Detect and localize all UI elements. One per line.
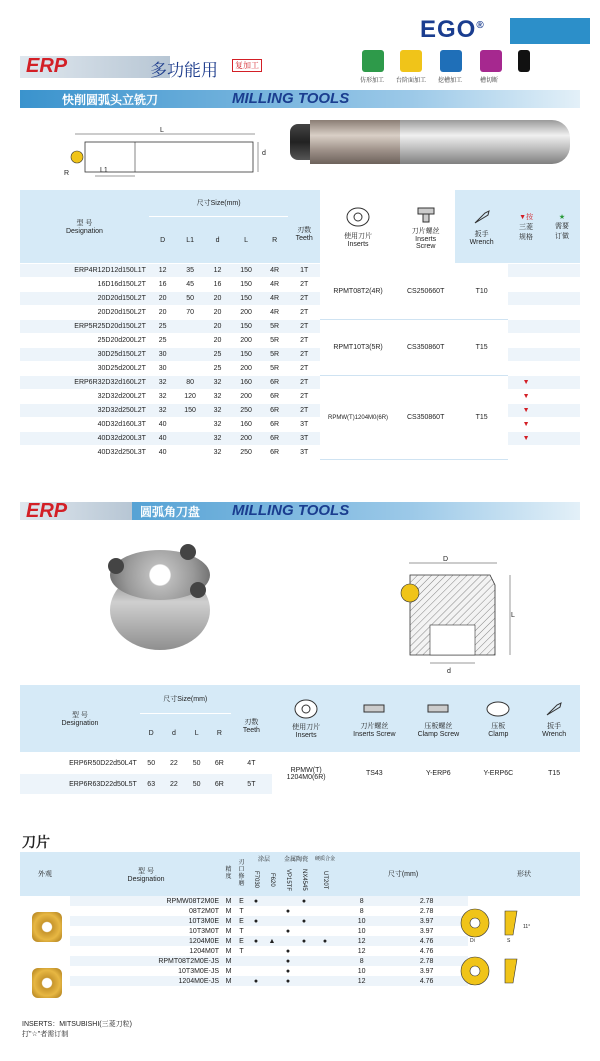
- shoulder-milling-icon: [400, 50, 422, 72]
- title-tag: 复加工: [232, 59, 262, 72]
- table-row: 1204M0T M T ● 12 4.76: [20, 946, 580, 956]
- t3-header-shape: 形状: [468, 852, 580, 896]
- mitsubishi-mark: [508, 362, 544, 376]
- dim-L2: L: [511, 612, 515, 619]
- shape-label-s: S: [507, 938, 511, 944]
- custom-mark: [544, 348, 580, 362]
- t2-header-screw: 刀片螺丝 Inserts Screw: [340, 685, 408, 753]
- table-row: ERP5R25D20d150L2T 25 20 150 5R 2T RPMT10T3(5R) CS350860T T15: [20, 320, 580, 334]
- table-row: RPMW08T2M0E M E ● ● 8 2.78: [20, 896, 580, 906]
- t2-clampscrew-cell: Y-ERP6: [408, 753, 468, 795]
- table-row: 1204M0E M E ● ▲ ● ● 12 4.76: [20, 936, 580, 946]
- header-size: 尺寸Size(mm): [149, 190, 288, 217]
- custom-mark: [544, 362, 580, 376]
- mitsubishi-mark: [508, 446, 544, 460]
- dim-D2: D: [443, 556, 449, 563]
- header-teeth: 刃数 Teeth: [288, 190, 320, 264]
- header-mitsubishi: ▼按 三菱 规格: [508, 190, 544, 264]
- page-title: 多功能用: [150, 61, 218, 80]
- mitsubishi-mark: [508, 334, 544, 348]
- col-d: d: [204, 217, 231, 264]
- t2-col-d: d: [163, 714, 186, 753]
- mitsubishi-mark: ▼: [508, 418, 544, 432]
- endmill-table-body: [20, 264, 580, 460]
- t2-insert-icon: [293, 698, 319, 720]
- t2-screw-icon: [361, 699, 387, 719]
- custom-mark: [544, 376, 580, 390]
- t2-wrench-icon: [543, 699, 565, 719]
- dim-L1: L1: [100, 167, 108, 174]
- op-label: 挖槽加工: [438, 78, 463, 84]
- custom-mark: [544, 320, 580, 334]
- t2-header-clampscrew: 压板螺丝 Clamp Screw: [408, 685, 468, 753]
- slotting-icon: [480, 50, 502, 72]
- dim-d: d: [262, 150, 266, 157]
- wrench-icon: [471, 207, 493, 227]
- t2-header-wrench: 扳手 Wrench: [528, 685, 580, 753]
- t3-header-model: 型 号 Designation: [70, 852, 222, 896]
- t2-clamp-icon: [485, 699, 511, 719]
- t2-header-teeth: 刃数 Teeth: [231, 685, 272, 753]
- table-row: 32D32d200L2T 32 120 32 200 6R 2T ▼: [20, 390, 580, 404]
- table-row: 20D20d150L2T 20 50 20 150 4R 2T: [20, 292, 580, 306]
- mitsubishi-mark: ▼: [508, 432, 544, 446]
- erp-label: ERP: [26, 55, 68, 77]
- t2-header-model: 型 号 Designation: [20, 685, 140, 753]
- col-L1: L1: [176, 217, 203, 264]
- mitsubishi-mark: [508, 278, 544, 292]
- t2-clampscrew-icon: [425, 699, 451, 719]
- table-row: 08T2M0T M T ● 8 2.78: [20, 906, 580, 916]
- group-wrench-cell: T15: [455, 320, 508, 376]
- group-insert-cell: RPMT08T2(4R): [320, 264, 396, 320]
- facemill-table-wrap: [20, 685, 580, 795]
- table-row: 40D32d200L3T 40 32 200 6R 3T ▼: [20, 432, 580, 446]
- table-row: 10T3M0T M T ● 10 3.97: [20, 926, 580, 936]
- section2-erp: ERP: [26, 500, 68, 522]
- footer-line1: INSERTS：MITSUBISHI(三菱刀粒): [22, 1021, 132, 1028]
- dim-R: R: [64, 170, 70, 177]
- t3-header-carbide: 硬质合金: [312, 852, 338, 864]
- t2-clamp-cell: Y-ERP6C: [468, 753, 528, 795]
- t3-header-look: 外观: [20, 852, 70, 896]
- col-D: D: [149, 217, 176, 264]
- inserts-title: 刀片: [22, 834, 50, 850]
- header-insert: 使用刀片 Inserts: [320, 190, 396, 264]
- t3-header-precision: 精度: [222, 852, 235, 896]
- shape-label-d: Di: [470, 938, 475, 944]
- t3-header-size: 尺寸(mm): [338, 852, 468, 896]
- mitsubishi-mark: [508, 306, 544, 320]
- operation-icons: [360, 50, 550, 90]
- mitsubishi-mark: [508, 348, 544, 362]
- group-screw-cell: CS350860T: [396, 320, 455, 376]
- insert-photo-1: [32, 912, 62, 942]
- custom-mark: [544, 446, 580, 460]
- t2-insert-cell: RPMW(T) 1204M0(6R): [272, 753, 340, 795]
- facemill-spec-table: [20, 685, 580, 795]
- table-row: 20D20d150L2T 20 70 20 200 4R 2T: [20, 306, 580, 320]
- custom-mark: [544, 418, 580, 432]
- insert-shape-drawing: [455, 905, 565, 995]
- header-screw: 刀片螺丝 Inserts Screw: [396, 190, 455, 264]
- table-row: 40D32d160L3T 40 32 160 6R 3T ▼: [20, 418, 580, 432]
- header-custom: ★ 需要 订做: [544, 190, 580, 264]
- table-row: 32D32d250L2T 32 150 32 250 6R 2T ▼: [20, 404, 580, 418]
- group-wrench-cell: T10: [455, 264, 508, 320]
- dim-d2: d: [447, 668, 451, 675]
- footer-line2: 打"☆"者需订制: [22, 1031, 69, 1038]
- table-row: 25D20d200L2T 25 20 200 5R 2T: [20, 334, 580, 348]
- t3-grade-2: F620: [264, 864, 280, 896]
- table-row: 1204M0E-JS M ● ● 12 4.76: [20, 976, 580, 986]
- table-row: 30D25d150L2T 30 25 150 5R 2T: [20, 348, 580, 362]
- mitsubishi-mark: ▼: [508, 404, 544, 418]
- group-wrench-cell: T15: [455, 376, 508, 460]
- t2-wrench-cell: T15: [528, 753, 580, 795]
- table-row: ERP6R63D22d50L5T 63 22 50 6R 5T: [20, 774, 580, 795]
- t2-header-size: 尺寸Size(mm): [140, 685, 231, 714]
- table-row: ERP6R32D32d160L2T 32 80 32 160 6R 2T RPMW(T)1204M0(6R) CS350860T T15 ▼: [20, 376, 580, 390]
- header-model: 型 号 Designation: [20, 190, 149, 264]
- pocket-milling-icon: [440, 50, 462, 72]
- custom-mark: [544, 404, 580, 418]
- mitsubishi-mark: ▼: [508, 390, 544, 404]
- table-row: 10T3M0E M E ● ● 10 3.97: [20, 916, 580, 926]
- section2-en-title: MILLING TOOLS: [232, 502, 350, 519]
- t2-col-R: R: [208, 714, 231, 753]
- endmill-photo: [290, 112, 570, 174]
- custom-mark: [544, 278, 580, 292]
- table-row: ERP6R50D22d50L4T 50 22 50 6R 4T RPMW(T) 1204M0(6R) TS43 Y-ERP6 Y-ERP6C T15: [20, 753, 580, 774]
- col-L: L: [231, 217, 261, 264]
- cutoff-icon: [518, 50, 530, 72]
- insert-photo-2: [32, 968, 62, 998]
- custom-mark: [544, 264, 580, 278]
- t3-header-coating: 涂层: [248, 852, 280, 864]
- col-R: R: [261, 217, 288, 264]
- t3-grade-1: F7030: [248, 864, 264, 896]
- t3-grade-3: VP15TF: [280, 864, 296, 896]
- profile-milling-icon: [362, 50, 384, 72]
- custom-mark: [544, 334, 580, 348]
- group-insert-cell: RPMW(T)1204M0(6R): [320, 376, 396, 460]
- table-row: ERP4R12D12d150L1T 12 35 12 150 4R 1T RPMT08T2(4R) CS250660T T10: [20, 264, 580, 278]
- custom-mark: [544, 432, 580, 446]
- t2-col-L: L: [185, 714, 208, 753]
- brand-logo: EGO®: [420, 16, 485, 43]
- endmill-table: [20, 190, 580, 460]
- facemill-photo: [100, 540, 220, 660]
- table-row: RPMT08T2M0E-JS M ● 8 2.78: [20, 956, 580, 966]
- shape-label-angle: 11°: [523, 924, 531, 930]
- custom-mark: [544, 292, 580, 306]
- custom-mark: [544, 390, 580, 404]
- t2-header-insert: 使用刀片 Inserts: [272, 685, 340, 753]
- table-row: 16D16d150L2T 16 45 16 150 4R 2T: [20, 278, 580, 292]
- t2-header-clamp: 压板 Clamp: [468, 685, 528, 753]
- header-wrench: 扳手 Wrench: [455, 190, 508, 264]
- group-insert-cell: RPMT10T3(5R): [320, 320, 396, 376]
- facemill-drawing: [395, 555, 525, 670]
- section1-en-title: MILLING TOOLS: [232, 90, 350, 107]
- op-label: 仿形加工: [360, 78, 385, 84]
- table-row: 30D25d200L2T 30 25 200 5R 2T: [20, 362, 580, 376]
- endmill-drawing: [55, 126, 285, 186]
- mitsubishi-mark: ▼: [508, 376, 544, 390]
- t3-grade-ut: UT20T: [312, 864, 338, 896]
- op-label: 台阶面加工: [396, 78, 427, 84]
- t3-header-cermet: 金属陶瓷: [280, 852, 312, 864]
- t3-header-edge: 刃口修磨: [235, 852, 248, 896]
- endmill-spec-table: [20, 190, 580, 460]
- insert-icon: [345, 205, 371, 229]
- section1-cn-title: 快削圆弧头立铣刀: [62, 93, 159, 107]
- mitsubishi-mark: [508, 264, 544, 278]
- op-label: 槽切断: [480, 78, 499, 84]
- custom-mark: [544, 306, 580, 320]
- section2-cn-title: 圆弧角刀盘: [140, 505, 201, 519]
- t3-grade-4: NX4545: [296, 864, 312, 896]
- table-row: 40D32d250L3T 40 32 250 6R 3T: [20, 446, 580, 460]
- mitsubishi-mark: [508, 320, 544, 334]
- screw-icon: [415, 204, 437, 224]
- group-screw-cell: CS350860T: [396, 376, 455, 460]
- t2-col-D: D: [140, 714, 163, 753]
- dim-L: L: [160, 127, 164, 134]
- group-screw-cell: CS250660T: [396, 264, 455, 320]
- mitsubishi-mark: [508, 292, 544, 306]
- t2-screw-cell: TS43: [340, 753, 408, 795]
- table-row: 10T3M0E-JS M ● 10 3.97: [20, 966, 580, 976]
